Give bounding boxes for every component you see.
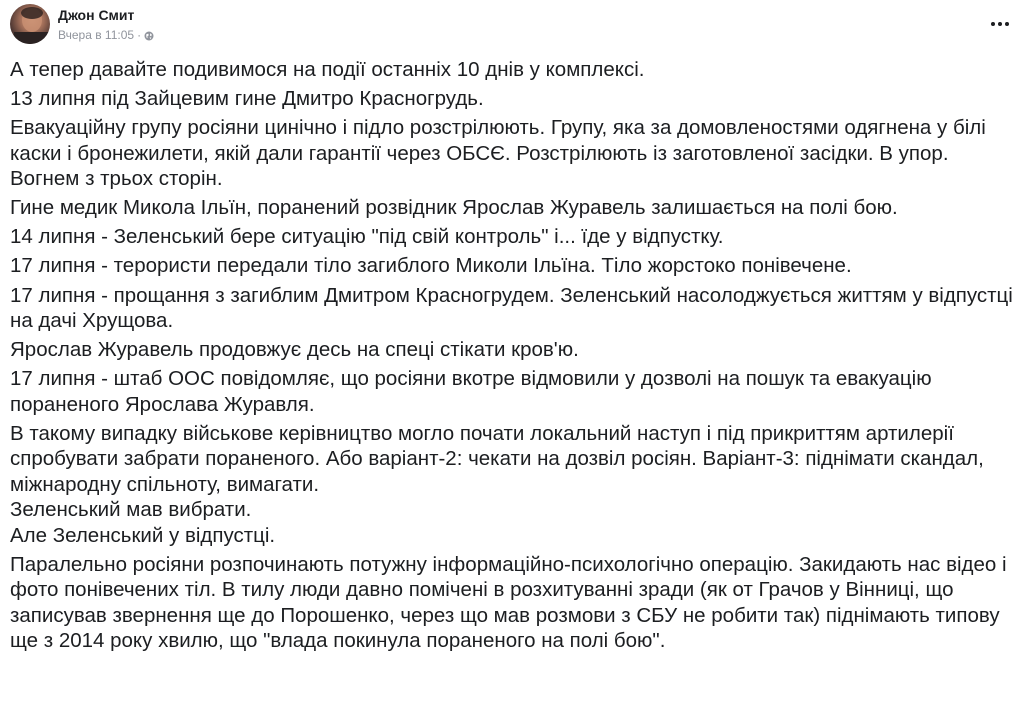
post-paragraph: Але Зеленський у відпустці. xyxy=(10,523,276,547)
post-paragraph: А тепер давайте подивимося на події останніх 10 днів у комплексі. xyxy=(10,58,645,81)
author-name[interactable]: Джон Смит xyxy=(58,7,135,23)
post-paragraph: Ярослав Журавель продовжує десь на спеці стікати кров'ю. xyxy=(10,338,579,362)
post-header xyxy=(10,4,1014,44)
post-paragraph: 17 липня - штаб ООС повідомляє, що росіяни вкотре відмовили у дозволі на пошук та евакуацію пораненого Ярослава Журавля. xyxy=(10,367,932,416)
post-paragraph: Евакуаційну групу росіяни цинічно і підло розстрілюють. Групу, яка за домовленостями одягнена у білі каски і бронежилети, якій дали гарантії через ОБСЄ. Розстрілюють із заготовленої засідки. В упор. Вогнем з трьох сторін. xyxy=(10,116,986,191)
avatar[interactable] xyxy=(10,4,50,44)
post-paragraph: 17 липня - прощання з загиблим Дмитром Красногрудем. Зеленський насолоджується життям у відпустці на дачі Хрущова. xyxy=(10,283,1013,333)
post-paragraph: 13 липня під Зайцевим гине Дмитро Красногрудь. xyxy=(10,87,484,111)
post-paragraph: 14 липня - Зеленський бере ситуацію "під свій контроль" і... їде у відпустку. xyxy=(10,225,724,249)
post-paragraph: Гине медик Микола Ільїн, поранений розвідник Ярослав Журавель залишається на полі бою. xyxy=(10,196,898,220)
more-options-button[interactable] xyxy=(988,14,1012,34)
post-paragraph: Паралельно росіяни розпочинають потужну інформаційно-психологічно операцію. Закидають нас відео і фото понівечених тіл. В тилу люди давно помічені в розхитуванні зради (як от Грачов у Вінниці, що записував звернення ще до Порошенко, через що мав розмови з СБУ не робити так) піднімають типову ще з 2014 року хвилю, що "влада покинула пораненого на полі бою". xyxy=(10,552,1007,653)
post-text xyxy=(10,57,1014,658)
globe-icon[interactable] xyxy=(144,30,154,40)
post-timestamp[interactable]: Вчера в 11:05 xyxy=(58,28,135,42)
meta-separator: · xyxy=(137,28,142,42)
more-options-icon xyxy=(991,22,1009,26)
post-paragraph: В такому випадку військове керівництво могло почати локальний наступ і під прикриттям артилерії спробувати забрати пораненого. Або варіант-2: чекати на дозвіл росіян. Варіант-3: піднімати скандал, міжнародну спільноту, вимагати. xyxy=(10,421,984,496)
post-meta xyxy=(58,28,154,42)
post-paragraph: 17 липня - терористи передали тіло загиблого Миколи Ільїна. Тіло жорстоко понівечене. xyxy=(10,254,852,278)
post-paragraph: Зеленський мав вибрати. xyxy=(10,498,252,522)
